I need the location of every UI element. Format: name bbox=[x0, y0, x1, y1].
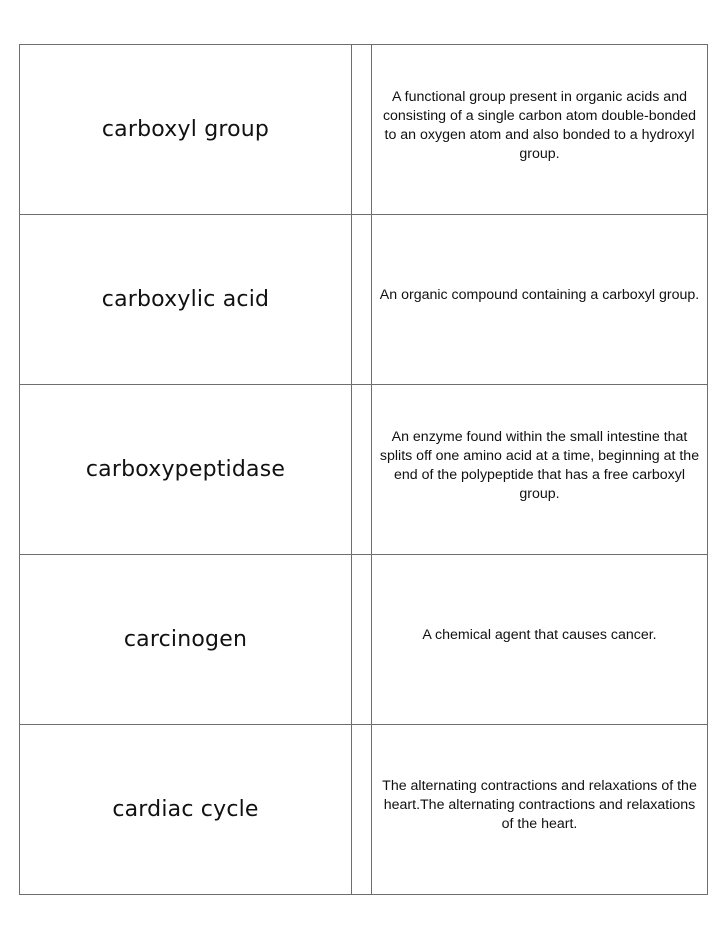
term-text: cardiac cycle bbox=[112, 797, 259, 822]
flashcard-sheet bbox=[19, 44, 708, 895]
term-cell bbox=[20, 555, 352, 724]
term-text: carboxypeptidase bbox=[85, 457, 286, 482]
flashcard-row bbox=[20, 215, 708, 385]
fold-gutter bbox=[352, 555, 372, 724]
definition-cell bbox=[372, 725, 708, 894]
term-cell bbox=[20, 725, 352, 894]
definition-text: A chemical agent that causes cancer. bbox=[422, 627, 657, 643]
flashcard-row bbox=[20, 725, 708, 895]
flashcard-row bbox=[20, 385, 708, 555]
term-text: carboxylic acid bbox=[101, 287, 270, 312]
term-cell bbox=[20, 215, 352, 384]
fold-gutter bbox=[352, 385, 372, 554]
definition-cell bbox=[372, 45, 708, 214]
fold-gutter bbox=[352, 725, 372, 894]
term-cell bbox=[20, 45, 352, 214]
definition-text: A functional group present in organic acids and consisting of a single carbon atom double-bonded to an oxygen atom and also bonded to a hydroxyl group. bbox=[382, 88, 697, 162]
definition-text: The alternating contractions and relaxations of the heart.The alternating contractions and relaxations of the heart. bbox=[382, 778, 697, 832]
fold-gutter bbox=[352, 215, 372, 384]
definition-cell bbox=[372, 385, 708, 554]
definition-text: An enzyme found within the small intestine that splits off one amino acid at a time, beginning at the end of the polypeptide that has a free carboxyl group. bbox=[379, 428, 700, 502]
fold-gutter bbox=[352, 45, 372, 214]
flashcard-row bbox=[20, 555, 708, 725]
definition-cell bbox=[372, 215, 708, 384]
definition-text: An organic compound containing a carboxyl group. bbox=[379, 287, 700, 303]
term-text: carcinogen bbox=[123, 627, 248, 652]
flashcard-row bbox=[20, 45, 708, 215]
definition-cell bbox=[372, 555, 708, 724]
term-text: carboxyl group bbox=[101, 117, 270, 142]
term-cell bbox=[20, 385, 352, 554]
